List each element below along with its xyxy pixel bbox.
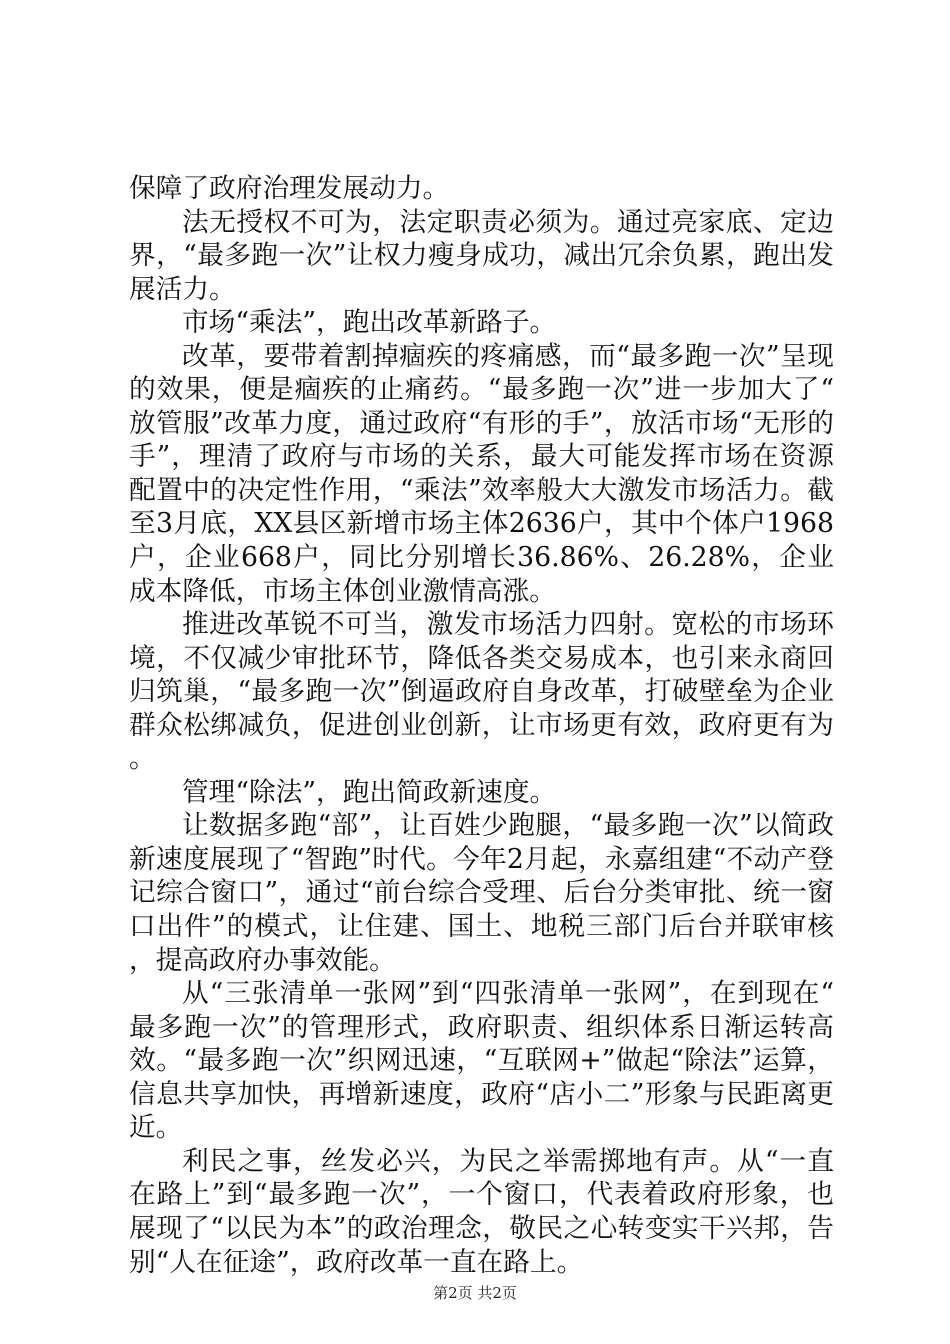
page-number-footer: 第2页 共2页	[433, 1284, 517, 1302]
paragraph: 改革，要带着割掉痼疾的疼痛感，而“最多跑一次”呈现的效果，便是痼疾的止痛药。“最多跑一次”进一步加大了“放管服”改革力度，通过政府“有形的手”，放活市场“无形的手”，理清了政府与市场的关系，最大可能发挥市场在资源配置中的决定性作用，“乘法”效率般大大激发市场活力。截至3月底，XX县区新增市场主体2636户，其中个体户1968户，企业668户，同比分别增长36.86%、26.28%，企业成本降低，市场主体创业激情高涨。	[129, 340, 834, 607]
paragraph: 从“三张清单一张网”到“四张清单一张网”，在到现在“最多跑一次”的管理形式，政府职责、组织体系日渐运转高效。“最多跑一次”织网迅速，“互联网+”做起“除法”运算，信息共享加快，再增新速度，政府“店小二”形象与民距离更近。	[129, 978, 834, 1144]
section-heading: 市场“乘法”，跑出改革新路子。	[182, 307, 557, 339]
document-body	[129, 172, 834, 1279]
paragraph: 法无授权不可为，法定职责必须为。通过亮家底、定边界，“最多跑一次”让权力瘦身成功，减出冗余负累，跑出发展活力。	[129, 206, 834, 305]
paragraph: 利民之事，丝发必兴，为民之举需掷地有声。从“一直在路上”到“最多跑一次”，一个窗口，代表着政府形象，也展现了“以民为本”的政治理念，敬民之心转变实干兴邦，告别“人在征途”，政府改革一直在路上。	[129, 1145, 835, 1278]
paragraph: 推进改革锐不可当，激发市场活力四射。宽松的市场环境，不仅减少审批环节，降低各类交易成本，也引来永商回归筑巢，“最多跑一次”倒逼政府自身改革，打破壁垒为企业群众松绑减负，促进创业创新，让市场更有效，政府更有为。	[129, 609, 834, 775]
paragraph-continuation: 保障了政府治理发展动力。	[129, 173, 450, 204]
paragraph: 让数据多跑“部”，让百姓少跑腿，“最多跑一次”以简政新速度展现了“智跑”时代。今年2月起，永嘉组建“不动产登记综合窗口”，通过“前台综合受理、后台分类审批、统一窗口出件”的模式，让住建、国土、地税三部门后台并联审核，提高政府办事效能。	[129, 810, 834, 976]
section-heading: 管理“除法”，跑出简政新速度。	[182, 776, 557, 808]
